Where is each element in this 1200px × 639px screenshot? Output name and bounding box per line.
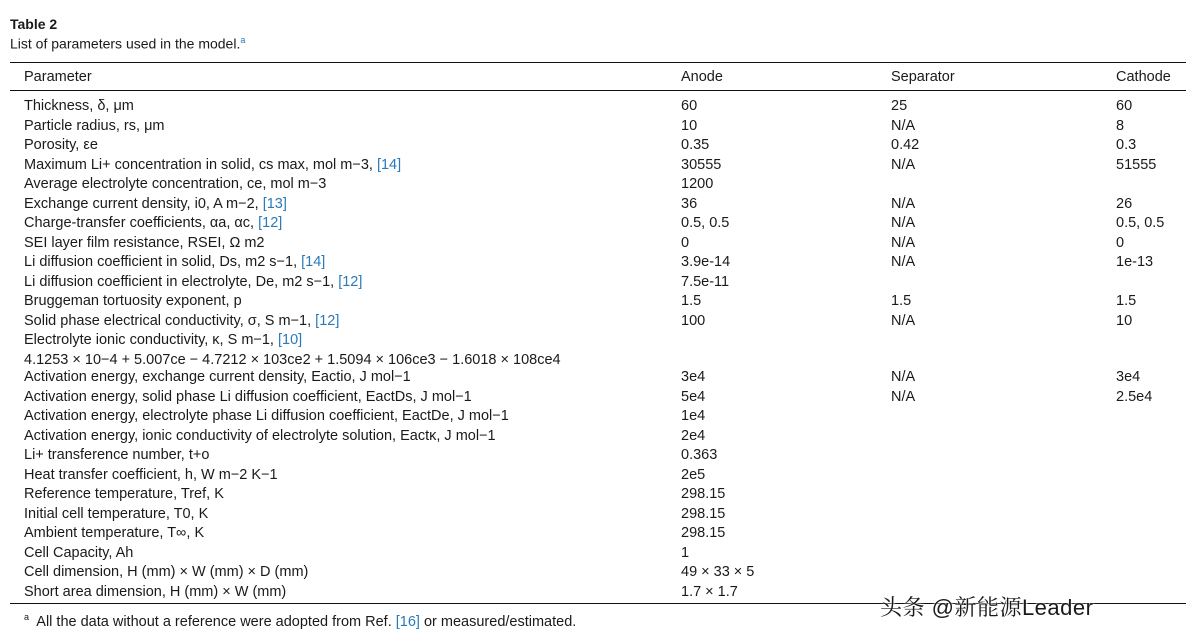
parameter-text: Porosity, εe (24, 137, 98, 153)
anode-cell: 0.5, 0.5 (681, 215, 730, 231)
parameter-cell (24, 214, 282, 234)
separator-cell: N/A (891, 369, 916, 385)
header-separator: Separator (891, 69, 955, 85)
separator-cell: N/A (891, 195, 916, 212)
separator-cell: N/A (891, 388, 916, 405)
separator-cell: N/A (891, 215, 916, 231)
parameter-text: Activation energy, exchange current density, Eactio, J mol−1 (24, 369, 411, 385)
parameter-cell (24, 388, 472, 408)
footnote-ref-link[interactable]: [16] (395, 613, 420, 630)
table-row (0, 273, 1200, 293)
cathode-cell: 60 (1116, 98, 1133, 114)
cathode-cell: 3e4 (1116, 369, 1141, 385)
parameter-text: Bruggeman tortuosity exponent, p (24, 293, 242, 309)
cathode-cell: 10 (1116, 312, 1133, 329)
table-row (0, 214, 1200, 234)
parameter-text: Exchange current density, i0, A m−2, (24, 195, 259, 212)
parameter-cell (24, 485, 224, 505)
table-row (0, 292, 1200, 312)
anode-cell: 0.363 (681, 447, 718, 463)
cathode-cell: 8 (1116, 117, 1125, 134)
separator-cell: N/A (891, 254, 916, 270)
table-row (0, 427, 1200, 447)
parameter-cell (24, 97, 134, 117)
parameter-cell (24, 427, 496, 447)
top-rule (10, 62, 1186, 63)
separator-cell: N/A (891, 117, 916, 134)
separator-cell: N/A (891, 312, 916, 329)
parameter-text: Maximum Li+ concentration in solid, cs max, mol m−3, (24, 156, 373, 173)
header-cathode: Cathode (1116, 69, 1171, 85)
separator-cell: N/A (891, 156, 916, 173)
parameter-text: Cell dimension, H (mm) × W (mm) × D (mm) (24, 564, 309, 580)
table-row (0, 466, 1200, 486)
cathode-cell: 26 (1116, 195, 1133, 212)
table-row (0, 97, 1200, 117)
parameter-cell (24, 175, 326, 195)
parameter-cell (24, 156, 401, 176)
table-row (0, 331, 1200, 368)
parameter-cell (24, 234, 265, 254)
parameter-cell (24, 563, 308, 583)
parameter-cell (24, 195, 287, 215)
parameter-text: Cell Capacity, Ah (24, 544, 134, 561)
table-row (0, 175, 1200, 195)
parameter-text: Solid phase electrical conductivity, σ, S m−1, (24, 312, 312, 329)
anode-cell: 1.7 × 1.7 (681, 583, 738, 600)
footnote-mark: a (24, 612, 30, 622)
parameter-cell (24, 312, 339, 332)
parameter-cell (24, 292, 242, 312)
reference-link[interactable]: [12] (315, 312, 340, 329)
table-row (0, 136, 1200, 156)
anode-cell: 1.5 (681, 293, 702, 309)
cathode-cell: 0.5, 0.5 (1116, 215, 1165, 231)
anode-cell: 100 (681, 312, 706, 329)
cathode-cell: 1e-13 (1116, 254, 1154, 270)
formula-line: 4.1253 × 10−4 + 5.007ce − 4.7212 × 103ce2 + 1.5094 × 106ce3 − 1.6018 × 108ce4 (24, 351, 561, 368)
table-row (0, 505, 1200, 525)
parameter-cell (24, 466, 278, 486)
parameter-cell (24, 136, 98, 156)
caption-text: List of parameters used in the model. (10, 35, 241, 52)
parameter-text: Activation energy, ionic conductivity of electrolyte solution, Eactκ, J mol−1 (24, 427, 496, 444)
parameter-cell (24, 253, 325, 273)
parameter-cell (24, 117, 165, 137)
parameter-text: SEI layer film resistance, RSEI, Ω m2 (24, 234, 265, 251)
table-row (0, 195, 1200, 215)
anode-cell: 2e4 (681, 427, 706, 444)
table-row (0, 234, 1200, 254)
footnote-text-after: or measured/estimated. (423, 613, 577, 630)
anode-cell: 10 (681, 117, 698, 134)
parameter-text: Heat transfer coefficient, h, W m−2 K−1 (24, 466, 278, 483)
reference-link[interactable]: [13] (262, 195, 287, 212)
table-row (0, 156, 1200, 176)
anode-cell: 0.35 (681, 137, 710, 153)
parameter-text: Charge-transfer coefficients, αa, αc, (24, 215, 255, 231)
parameter-text: Reference temperature, Tref, K (24, 486, 224, 502)
parameter-text: Thickness, δ, μm (24, 98, 134, 114)
table-row (0, 368, 1200, 388)
table-row (0, 407, 1200, 427)
anode-cell: 49 × 33 × 5 (681, 564, 755, 580)
parameter-text: Particle radius, rs, μm (24, 117, 165, 134)
anode-cell: 60 (681, 98, 698, 114)
separator-cell: 0.42 (891, 137, 920, 153)
parameter-text: Li diffusion coefficient in solid, Ds, m2 s−1, (24, 254, 298, 270)
separator-cell: N/A (891, 234, 916, 251)
parameter-text: Ambient temperature, T∞, K (24, 525, 205, 541)
anode-cell: 36 (681, 195, 698, 212)
parameter-cell (24, 583, 286, 603)
parameter-cell (24, 368, 411, 388)
table-row (0, 524, 1200, 544)
parameter-text: Li+ transference number, t+o (24, 447, 210, 463)
parameter-text: Electrolyte ionic conductivity, κ, S m−1, (24, 332, 274, 348)
parameter-cell (24, 505, 208, 525)
parameter-cell (24, 407, 509, 427)
cathode-cell: 0 (1116, 234, 1125, 251)
cathode-cell: 1.5 (1116, 293, 1137, 309)
anode-cell: 298.15 (681, 525, 726, 541)
header-rule (10, 90, 1186, 91)
cathode-cell: 2.5e4 (1116, 388, 1153, 405)
anode-cell: 3e4 (681, 369, 706, 385)
reference-link[interactable]: [10] (278, 332, 303, 348)
parameter-text: Li diffusion coefficient in electrolyte, De, m2 s−1, (24, 273, 335, 290)
table-row (0, 446, 1200, 466)
cathode-cell: 51555 (1116, 156, 1157, 173)
anode-cell: 30555 (681, 156, 722, 173)
footnote-text-before: All the data without a reference were adopted from Ref. (36, 613, 392, 630)
table-row (0, 388, 1200, 408)
watermark: 头条 @新能源Leader (880, 595, 1094, 620)
anode-cell: 3.9e-14 (681, 254, 731, 270)
parameter-text: Short area dimension, H (mm) × W (mm) (24, 583, 287, 600)
cathode-cell: 0.3 (1116, 137, 1137, 153)
table-row (0, 253, 1200, 273)
table-row (0, 117, 1200, 137)
table-label: Table 2 (10, 16, 58, 32)
table-row (0, 312, 1200, 332)
anode-cell: 1 (681, 544, 690, 561)
separator-cell: 25 (891, 98, 908, 114)
anode-cell: 298.15 (681, 505, 726, 522)
reference-link[interactable]: [12] (338, 273, 363, 290)
parameter-cell (24, 331, 561, 370)
table-row (0, 544, 1200, 564)
separator-cell: 1.5 (891, 293, 912, 309)
header-parameter: Parameter (24, 69, 92, 85)
table-caption (10, 35, 245, 52)
parameter-text: Activation energy, electrolyte phase Li diffusion coefficient, EactDe, J mol−1 (24, 408, 509, 424)
table-body (0, 97, 1200, 602)
parameter-cell (24, 446, 209, 466)
anode-cell: 0 (681, 234, 690, 251)
parameter-cell (24, 544, 133, 564)
table-footnote (24, 612, 576, 630)
anode-cell: 5e4 (681, 388, 706, 405)
anode-cell: 1e4 (681, 408, 706, 424)
parameter-text: Initial cell temperature, T0, K (24, 505, 209, 522)
reference-link[interactable]: [12] (258, 215, 283, 231)
parameter-cell (24, 524, 204, 544)
parameter-cell (24, 273, 362, 293)
reference-link[interactable]: [14] (301, 254, 326, 270)
caption-note-link[interactable]: a (240, 35, 246, 45)
anode-cell: 298.15 (681, 486, 726, 502)
parameter-text: Average electrolyte concentration, ce, mol m−3 (24, 176, 327, 192)
reference-link[interactable]: [14] (376, 156, 402, 173)
table-row (0, 563, 1200, 583)
parameter-text: Activation energy, solid phase Li diffusion coefficient, EactDs, J mol−1 (24, 388, 472, 405)
anode-cell: 7.5e-11 (681, 273, 730, 290)
table-row (0, 485, 1200, 505)
anode-cell: 2e5 (681, 466, 706, 483)
header-anode: Anode (681, 69, 723, 85)
anode-cell: 1200 (681, 176, 714, 192)
